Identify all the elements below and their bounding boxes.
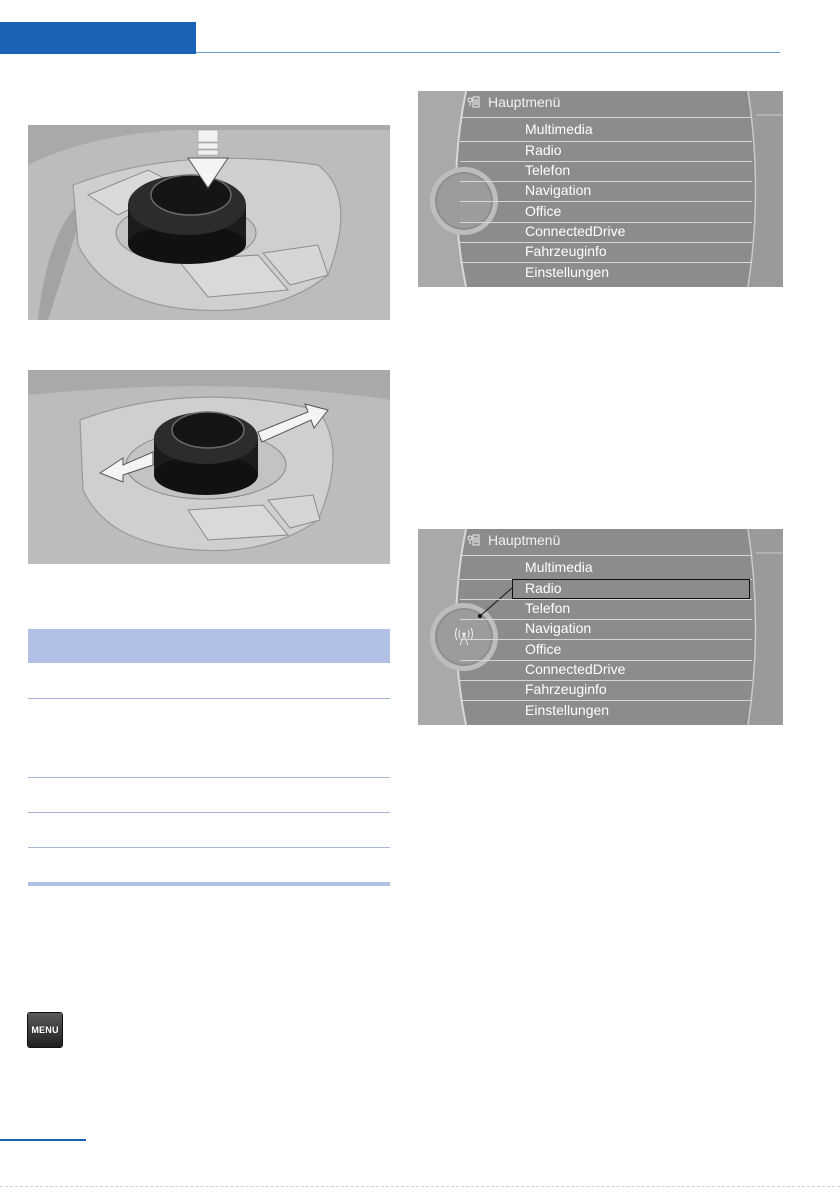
menu-item-navigation[interactable]: Navigation xyxy=(525,620,592,636)
menu-item-radio[interactable]: Radio xyxy=(525,580,562,596)
menu-item-radio[interactable]: Radio xyxy=(525,142,562,158)
page-footer-rule xyxy=(0,1139,86,1141)
radio-antenna-icon xyxy=(452,625,476,649)
idrive-screen-radio-selected xyxy=(418,529,783,725)
menu-item-fahrzeuginfo[interactable]: Fahrzeuginfo xyxy=(525,681,607,697)
screen-title: Hauptmenü xyxy=(488,94,561,110)
menu-item-telefon[interactable]: Telefon xyxy=(525,600,571,616)
menu-item-multimedia[interactable]: Multimedia xyxy=(525,559,593,575)
idrive-screen-main-menu xyxy=(418,91,783,287)
controller-press-photo xyxy=(28,125,390,320)
menu-item-einstellungen[interactable]: Einstellungen xyxy=(525,264,610,280)
menu-item-einstellungen[interactable]: Einstellungen xyxy=(525,702,610,718)
menu-item-connecteddrive[interactable]: ConnectedDrive xyxy=(525,223,626,239)
menu-item-office[interactable]: Office xyxy=(525,641,562,657)
table-row-divider xyxy=(28,777,390,778)
table-row-divider xyxy=(28,847,390,848)
header-rule xyxy=(196,52,780,53)
table-header xyxy=(28,629,390,663)
menu-item-fahrzeuginfo[interactable]: Fahrzeuginfo xyxy=(525,243,607,259)
table-footer xyxy=(28,882,390,886)
menu-item-navigation[interactable]: Navigation xyxy=(525,182,592,198)
page-bottom-dotted-line xyxy=(0,1186,840,1187)
menu-item-multimedia[interactable]: Multimedia xyxy=(525,121,593,137)
menu-list-icon xyxy=(467,534,480,546)
menu-item-connecteddrive[interactable]: ConnectedDrive xyxy=(525,661,626,677)
menu-item-office[interactable]: Office xyxy=(525,203,562,219)
table-row-divider xyxy=(28,698,390,699)
table-row-divider xyxy=(28,812,390,813)
controller-tilt-photo xyxy=(28,370,390,564)
chapter-header-bar xyxy=(0,22,196,54)
menu-button[interactable]: MENU xyxy=(28,1013,62,1047)
screen-title: Hauptmenü xyxy=(488,532,561,548)
menu-list-icon xyxy=(467,96,480,108)
menu-item-telefon[interactable]: Telefon xyxy=(525,162,571,178)
